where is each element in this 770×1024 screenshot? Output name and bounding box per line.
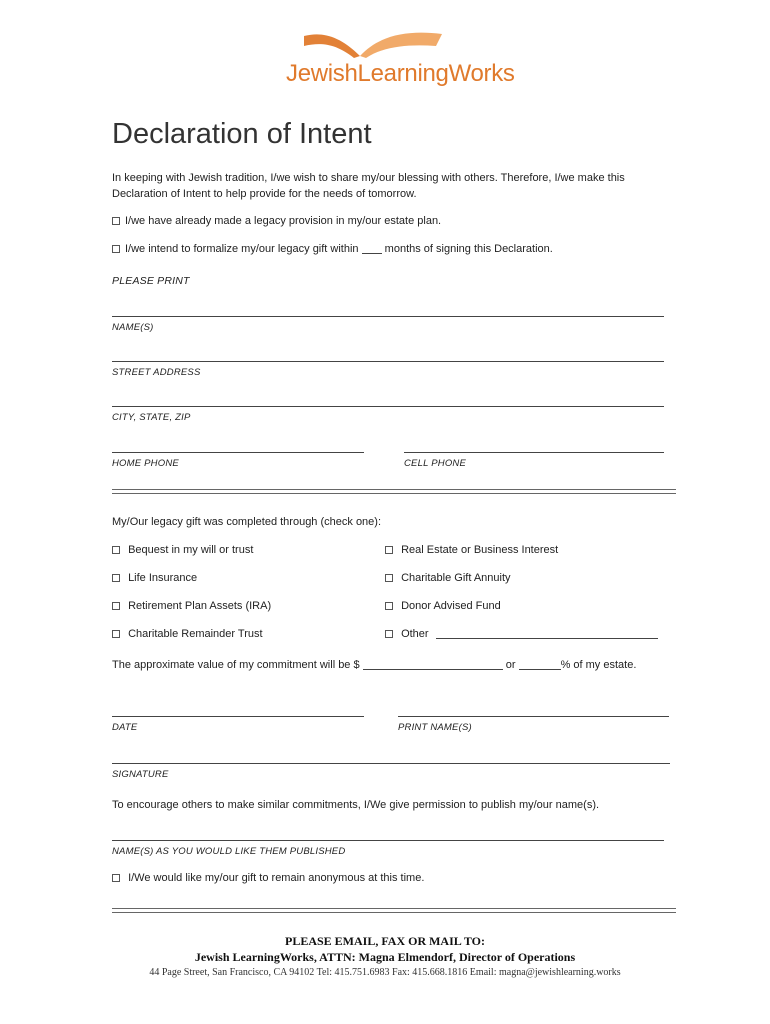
real-estate-label: Real Estate or Business Interest [401, 544, 559, 556]
names-label: NAME(S) [112, 322, 154, 333]
signature-label: SIGNATURE [112, 769, 169, 780]
annuity-label: Charitable Gift Annuity [401, 572, 511, 584]
daf-label: Donor Advised Fund [401, 600, 501, 612]
gift-option-annuity [385, 570, 511, 586]
names-field[interactable] [112, 316, 664, 317]
value-or: or [505, 659, 516, 671]
city-label: CITY, STATE, ZIP [112, 412, 191, 423]
signature-field[interactable] [112, 763, 670, 764]
option-intend-row [112, 241, 553, 257]
permission-text: To encourage others to make similar commitments, I/We give permission to publish my/our name(s). [112, 799, 600, 811]
other-label: Other [401, 628, 429, 640]
gift-option-retirement [112, 598, 271, 614]
footer-contact: 44 Page Street, San Francisco, CA 94102 Tel: 415.751.6983 Fax: 415.668.1816 Email: magna@jewishlearning.works [149, 967, 621, 978]
daf-checkbox[interactable] [385, 602, 393, 610]
life-insurance-label: Life Insurance [128, 572, 198, 584]
option-intend-after: months of signing this Declaration. [384, 243, 553, 255]
cell-phone-label: CELL PHONE [404, 458, 467, 469]
option-intend-before: I/we intend to formalize my/our legacy gift within [125, 243, 359, 255]
retirement-label: Retirement Plan Assets (IRA) [128, 600, 272, 612]
gift-option-other [385, 626, 658, 642]
option-existing-label: I/we have already made a legacy provision in my/our estate plan. [125, 215, 442, 227]
date-field[interactable] [112, 716, 364, 717]
footer-organization: Jewish LearningWorks, ATTN: Magna Elmendorf, Director of Operations [194, 950, 576, 964]
gift-option-remainder-trust [112, 626, 263, 642]
value-suffix: % of my estate. [560, 659, 637, 671]
value-row [112, 657, 636, 673]
months-field[interactable] [362, 253, 382, 254]
home-phone-field[interactable] [112, 452, 364, 453]
option-existing-row [112, 213, 441, 229]
other-field[interactable] [436, 638, 658, 639]
other-checkbox[interactable] [385, 630, 393, 638]
published-names-field[interactable] [112, 840, 664, 841]
anonymous-label: I/We would like my/our gift to remain anonymous at this time. [128, 872, 425, 884]
cell-phone-field[interactable] [404, 452, 664, 453]
city-field[interactable] [112, 406, 664, 407]
gift-option-bequest [112, 542, 253, 558]
value-percent-field[interactable] [519, 669, 561, 670]
home-phone-label: HOME PHONE [112, 458, 179, 469]
anonymous-checkbox[interactable] [112, 874, 120, 882]
date-label: DATE [112, 722, 138, 733]
open-book-icon [300, 28, 450, 64]
logo-text: JewishLearningWorks [286, 60, 515, 87]
print-names-label: PRINT NAME(S) [398, 722, 472, 733]
remainder-trust-label: Charitable Remainder Trust [128, 628, 263, 640]
real-estate-checkbox[interactable] [385, 546, 393, 554]
bequest-checkbox[interactable] [112, 546, 120, 554]
gift-option-daf [385, 598, 501, 614]
please-print-label: PLEASE PRINT [112, 275, 190, 287]
existing-provision-checkbox[interactable] [112, 217, 120, 225]
value-amount-field[interactable] [363, 669, 503, 670]
gift-prompt: My/Our legacy gift was completed through (check one): [112, 516, 382, 528]
remainder-trust-checkbox[interactable] [112, 630, 120, 638]
footer-heading: PLEASE EMAIL, FAX OR MAIL TO: [284, 934, 486, 948]
life-insurance-checkbox[interactable] [112, 574, 120, 582]
footer-divider [112, 908, 676, 913]
print-names-field[interactable] [398, 716, 669, 717]
intro-paragraph: In keeping with Jewish tradition, I/we wish to share my/our blessing with others. Therefore, I/we make this Declaration of Intent to help provide for the needs of tomorrow. [112, 172, 625, 200]
published-names-label: NAME(S) AS YOU WOULD LIKE THEM PUBLISHED [112, 846, 346, 857]
gift-option-real-estate [385, 542, 558, 558]
anonymous-row [112, 870, 424, 886]
page-title: Declaration of Intent [112, 118, 372, 150]
retirement-checkbox[interactable] [112, 602, 120, 610]
bequest-label: Bequest in my will or trust [128, 544, 254, 556]
street-field[interactable] [112, 361, 664, 362]
street-label: STREET ADDRESS [112, 367, 201, 378]
intend-formalize-checkbox[interactable] [112, 245, 120, 253]
annuity-checkbox[interactable] [385, 574, 393, 582]
value-prefix: The approximate value of my commitment will be $ [112, 659, 360, 671]
section-divider [112, 489, 676, 494]
gift-option-life-insurance [112, 570, 197, 586]
